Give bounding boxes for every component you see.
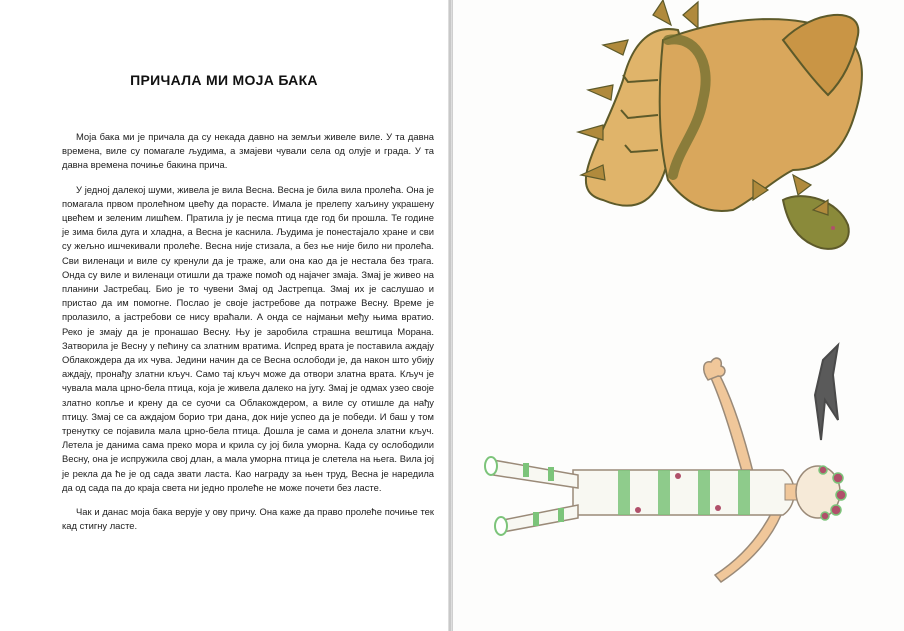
child-drawing: [453, 0, 904, 631]
fairy-hand-raised: [704, 358, 725, 380]
text-page: [0, 0, 449, 631]
dragon-drawing: [578, 0, 862, 249]
flower: [819, 466, 827, 474]
fairy-arm-lower: [715, 510, 781, 582]
dragon-spike: [653, 0, 671, 25]
swallow-body: [815, 345, 838, 440]
dress-stripe: [658, 470, 670, 515]
story-body: [62, 130, 434, 543]
dragon-spike: [588, 85, 613, 100]
fairy-leg-upper: [493, 460, 578, 488]
dress-stripe: [738, 470, 750, 515]
fairy-dress: [573, 470, 794, 515]
flower: [831, 505, 841, 515]
dragon-spike: [683, 2, 698, 28]
fairy-drawing: [485, 358, 846, 582]
flower: [635, 507, 641, 513]
leg-stripe: [548, 467, 554, 481]
fairy-shoe: [495, 517, 507, 535]
swallow-drawing: [815, 345, 838, 440]
flower: [675, 473, 681, 479]
story-title: ПРИЧАЛА МИ МОЈА БАКА: [130, 72, 318, 88]
flower: [715, 505, 721, 511]
dragon-spike: [793, 175, 811, 195]
dragon-spike: [578, 125, 603, 140]
fairy-leg-lower: [503, 505, 578, 532]
fairy-arm-raised: [711, 372, 753, 475]
flower: [833, 473, 843, 483]
leg-stripe: [558, 508, 564, 522]
flower: [836, 490, 846, 500]
dress-stripe: [698, 470, 710, 515]
fairy-shoe: [485, 457, 497, 475]
flower: [821, 512, 829, 520]
story-paragraph-2: У једној далекој шуми, живела је вила Весна. Весна је била вила пролећа. Она је помагала првом пролећном цвећу да порасте. Имала је прелепу хаљину украшену цвећем и зеленим лишћем. Пратила ју је песма птица где год би прошла. Те године је зима била дуга и хладна, а Весна је каснила. Људима је понестајало хране и сви су жељно ишчекивали пролеће. Весна није стизала, а без ње није било ни пролећа. Сви виленаци и виле су кренули да је траже, али она као да је нестала без трага. Онда су виле и виленаци отишли да траже помоћ од најачег змаја. Змај је живео на планини Јастребац. Био је то чувени Змај од Јастрепца. Змај их је саслушао и пристао да им помогне. Послао је своје јастребове да потраже Весну. Време је пролазило, а јастребови се нису враћали. А онда се најмањи међу њима вратио. Реко је змају да је пронашао Весну. Њу је заробила страшна вештица Морана. Затворила је Весну у пећину са златним вратима. Испред врата је поставила аждају Облакождера да их чува. Једини начин да се Весна ослободи је, да након што убију аждају, пронађу златни кључ. Само тај кључ може да отвори златна врата. Кључ је чувала мала црно-бела птица, која је живела далеко на југу. Змај је одмах узео своје златно копље и крену да се суочи са Облакождером, а виле су отишле да нађу птицу. Змај се са аждајом борио три дана, док није успео да је победи. И баш у том тренутку се појавила мала црно-бела птица. Дошла је сама и донела златни кључ. Летела је данима сама преко мора и крила су јој била уморна. Када су ослободили Весну, она је испружила свој длан, а мала уморна птица је слетела на њега. Вила јој је рекла да ће је од сада звати ласта. Као награду за њен труд, Весна је наредила да од сада па до краја света ни једно пролеће не може почети без ласте.: [62, 183, 434, 493]
illustration-page: [452, 0, 904, 631]
dragon-eye: [831, 226, 835, 230]
fairy-neck: [785, 484, 797, 500]
story-paragraph-3: Чак и данас моја бака верује у ову причу. Она каже да право пролеће почиње тек кад стигну ласте.: [62, 506, 434, 532]
dragon-head: [783, 196, 849, 249]
dragon-spike: [603, 40, 628, 55]
dress-stripe: [618, 470, 630, 515]
leg-stripe: [533, 512, 539, 526]
story-paragraph-1: Моја бака ми је причала да су некада давно на земљи живеле виле. У та давна времена, виле су помагале људима, а змајеви чували села од олује и града. У та давна времена почиње бакина прича.: [62, 131, 434, 171]
leg-stripe: [523, 463, 529, 477]
